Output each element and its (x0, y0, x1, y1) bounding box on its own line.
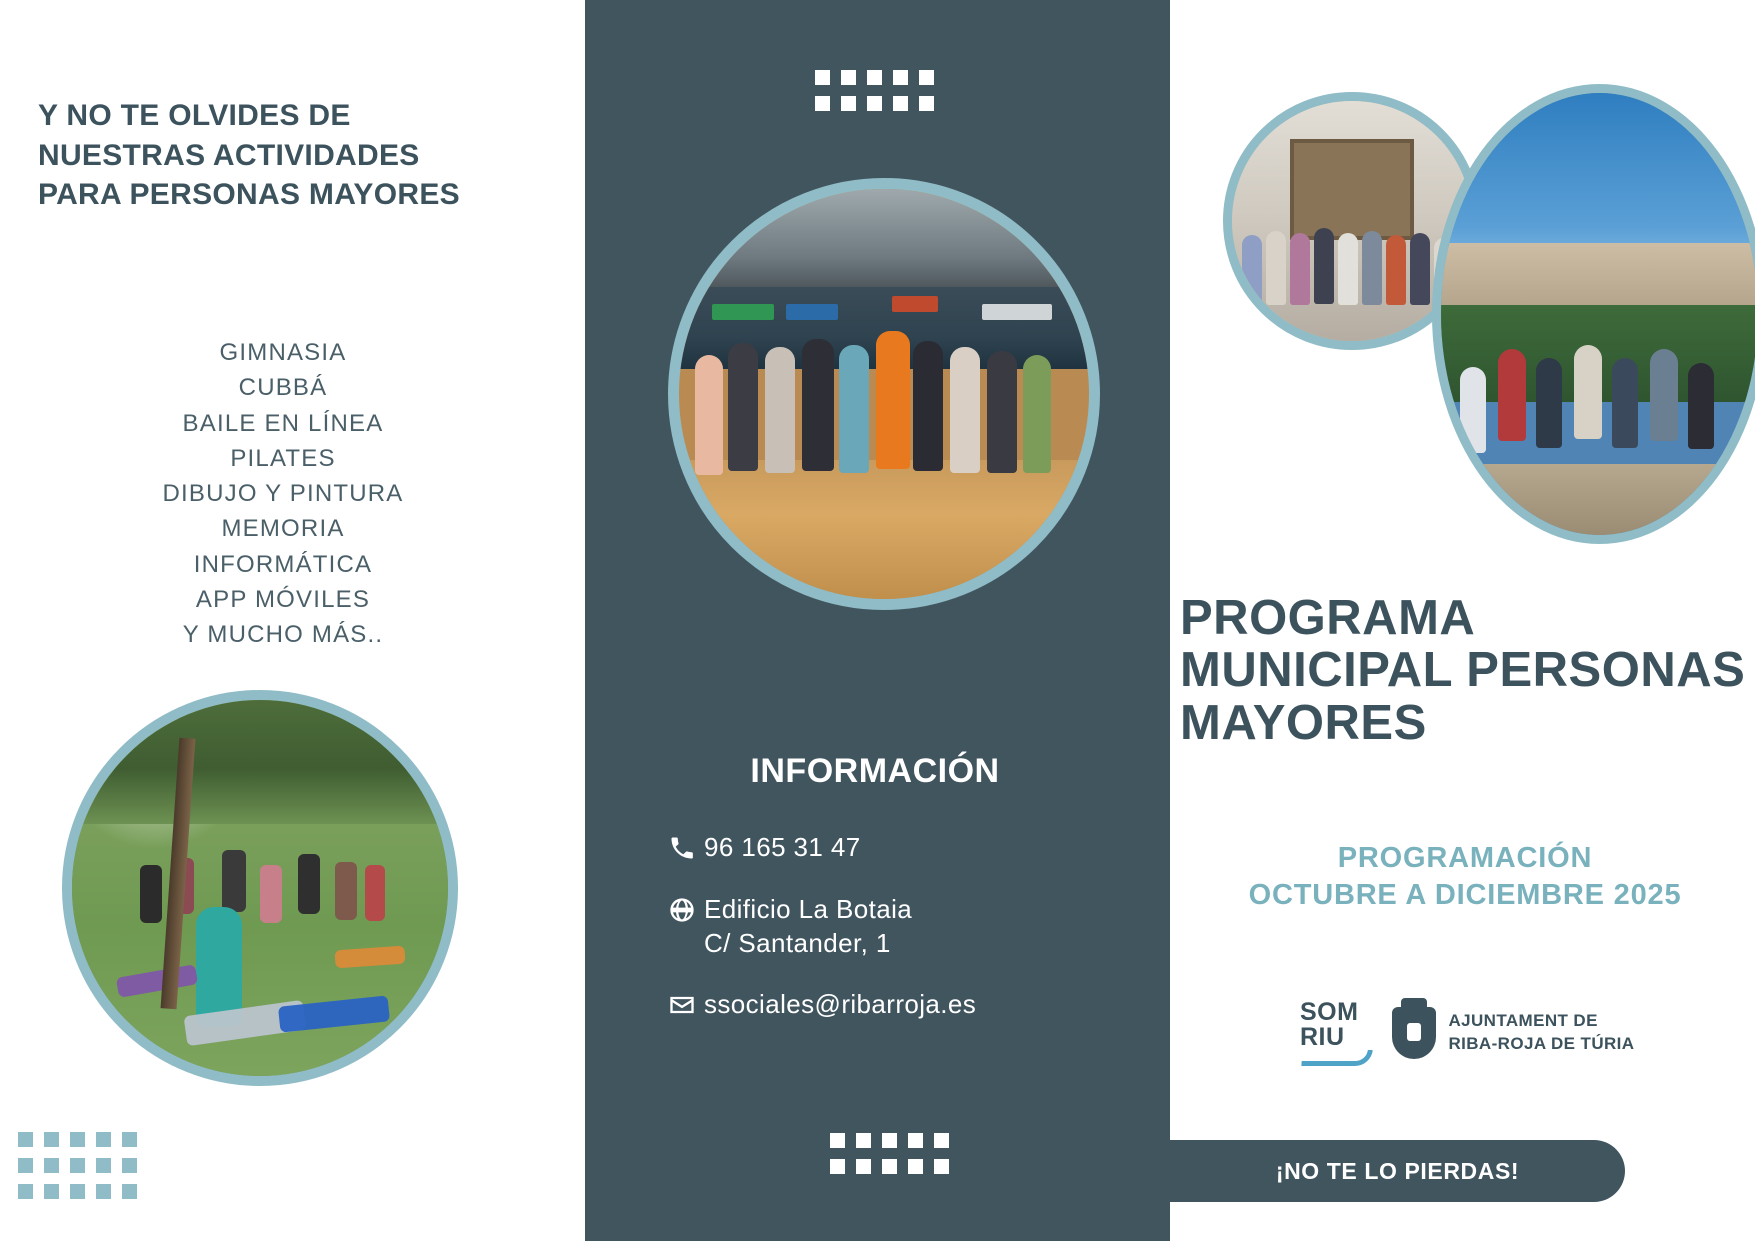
page-title: PROGRAMA MUNICIPAL PERSONAS MAYORES (1180, 591, 1746, 750)
list-item: CUBBÁ (238, 374, 328, 402)
logo-som-line-2: RIU (1300, 1023, 1345, 1051)
dot (867, 96, 882, 111)
logo-row (1300, 1000, 1634, 1066)
dot (18, 1132, 33, 1147)
dot (96, 1132, 111, 1147)
dot (96, 1158, 111, 1173)
address-line-1: Edificio La Botaia (704, 894, 913, 924)
ajuntament-line-2: RIBA-ROJA DE TÚRIA (1448, 1034, 1635, 1053)
dot (122, 1132, 137, 1147)
dot (908, 1133, 923, 1148)
photo-content (679, 189, 1089, 599)
contact-phone (660, 830, 1130, 866)
subtitle (1180, 840, 1750, 914)
dot (856, 1133, 871, 1148)
subtitle-line-1: PROGRAMACIÓN (1337, 842, 1593, 874)
dot (882, 1159, 897, 1174)
list-item: APP MÓVILES (195, 585, 371, 613)
contact-address (660, 892, 1130, 961)
mail-icon (660, 987, 704, 1023)
address-line-2: C/ Santander, 1 (704, 928, 891, 959)
activities-list (38, 335, 528, 652)
contact-email (660, 987, 1130, 1023)
dot (856, 1159, 871, 1174)
dot (122, 1158, 137, 1173)
ribbon-text: ¡NO TE LO PIERDAS! (1275, 1157, 1520, 1184)
contact-list (660, 830, 1130, 1049)
list-item: INFORMÁTICA (193, 550, 373, 578)
dot (18, 1158, 33, 1173)
dot (122, 1184, 137, 1199)
logo-ajuntament (1392, 1007, 1634, 1059)
dot (70, 1132, 85, 1147)
dot (830, 1133, 845, 1148)
dot (815, 96, 830, 111)
subtitle-line-2: OCTUBRE A DICIEMBRE 2025 (1248, 879, 1682, 912)
dot (815, 70, 830, 85)
email-value[interactable]: ssociales@ribarroja.es (704, 988, 977, 1019)
list-item: DIBUJO Y PINTURA (162, 480, 404, 508)
dot-grid-top (815, 70, 934, 111)
ribbon-banner (1170, 1140, 1625, 1202)
dot-grid-bottom (830, 1133, 949, 1174)
dot (919, 96, 934, 111)
address-value (704, 892, 912, 961)
logo-som-riu (1300, 1000, 1358, 1066)
dot (18, 1184, 33, 1199)
dot (70, 1184, 85, 1199)
phone-value[interactable]: 96 165 31 47 (704, 832, 861, 862)
shield-icon (1392, 1007, 1436, 1059)
dot (893, 70, 908, 85)
dot-grid-left (18, 1132, 137, 1199)
photo-content (1441, 93, 1755, 535)
photo-content (72, 700, 448, 1076)
photo-pilates-outdoor (62, 690, 458, 1086)
dot (841, 96, 856, 111)
dot (841, 70, 856, 85)
list-item: BAILE EN LÍNEA (182, 409, 384, 437)
info-title: INFORMACIÓN (750, 752, 1000, 790)
list-item: MEMORIA (221, 515, 345, 543)
list-item: PILATES (230, 444, 336, 472)
panel-left (0, 0, 585, 1241)
dot (830, 1159, 845, 1174)
dot (893, 96, 908, 111)
photo-excursion-group (1432, 84, 1755, 544)
dot (44, 1158, 59, 1173)
photo-gym-group (668, 178, 1100, 610)
ajuntament-text (1448, 1010, 1634, 1056)
dot (44, 1132, 59, 1147)
dot (908, 1159, 923, 1174)
dot (934, 1159, 949, 1174)
left-heading: Y NO TE OLVIDES DE NUESTRAS ACTIVIDADES PARA PERSONAS MAYORES (38, 99, 460, 212)
phone-icon (660, 830, 704, 866)
dot (867, 70, 882, 85)
dot (96, 1184, 111, 1199)
dot (882, 1133, 897, 1148)
logo-som-line-1: SOM (1300, 998, 1359, 1026)
dot (934, 1133, 949, 1148)
dot (44, 1184, 59, 1199)
ajuntament-line-1: AJUNTAMENT DE (1448, 1011, 1598, 1031)
swoosh-icon (1301, 1050, 1373, 1066)
dot (919, 70, 934, 85)
list-item: Y MUCHO MÁS.. (182, 621, 384, 649)
dot (70, 1158, 85, 1173)
list-item: GIMNASIA (219, 339, 347, 366)
globe-icon (660, 892, 704, 928)
